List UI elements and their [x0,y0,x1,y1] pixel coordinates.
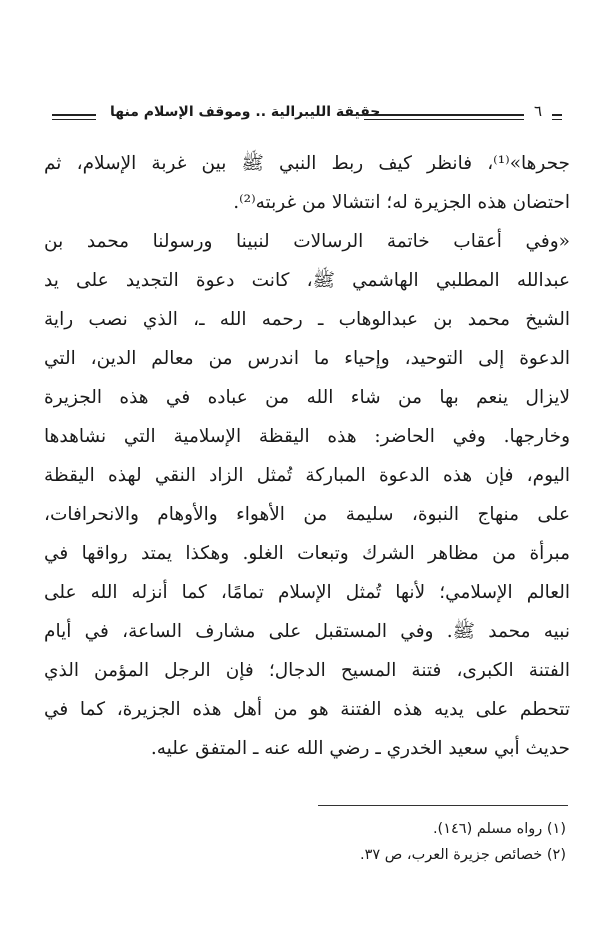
text-line: الدعوة إلى التوحيد، وإحياء ما اندرس من معالم الدين، التي [44,348,570,369]
text-line: وخارجها. وفي الحاضر: هذه اليقظة الإسلامية التي نشاهدها [44,426,570,447]
footnote-2: (٢) خصائص جزيرة العرب، ص ٣٧. [359,847,566,863]
header-rule-right [364,114,524,120]
text-line: الشيخ محمد بن عبدالوهاب ـ رحمه الله ـ، الذي نصب راية [44,309,570,330]
footnotes [46,816,566,868]
text-line: احتضان هذه الجزيرة له؛ انتشالا من غربته⁽²⁾. [233,192,570,213]
text-line: مبرأة من مظاهر الشرك وتبعات الغلو. وهكذا يمتد رواقها في [44,543,570,564]
text-line: عبدالله المطلبي الهاشمي ﷺ، كانت دعوة التجديد على يد [44,270,570,291]
text-line: الفتنة الكبرى، فتنة المسيح الدجال؛ فإن الرجل المؤمن الذي [44,660,570,681]
running-header [52,104,562,128]
text-line: اليوم، فإن هذه الدعوة المباركة تُمثل الزاد النقي لهذه اليقظة [44,465,570,486]
footnote-1: (١) رواه مسلم (١٤٦). [432,821,566,837]
header-rule-left [52,114,96,120]
running-title: حقيقة الليبرالية .. وموقف الإسلام منها [110,104,381,120]
header-rule-tail [552,114,562,120]
text-line: نبيه محمد ﷺ. وفي المستقبل على مشارف الساعة، في أيام [44,621,570,642]
text-line: على منهاج النبوة، سليمة من الأهواء والأوهام والانحرافات، [44,504,570,525]
page-number: ٦ [534,102,543,120]
text-line: «وفي أعقاب خاتمة الرسالات لنبينا ورسولنا محمد بن [44,231,570,252]
text-line: العالم الإسلامي؛ لأنها تُمثل الإسلام تمامًا، كما أنزله الله على [44,582,570,603]
footnote-separator [318,805,568,806]
text-line: جحرها»⁽¹⁾، فانظر كيف ربط النبي ﷺ بين غربة الإسلام، ثم [44,153,570,174]
main-text [44,144,570,768]
text-line: لايزال ينعم بها من شاء الله من عباده في هذه الجزيرة [44,387,570,408]
text-line: حديث أبي سعيد الخدري ـ رضي الله عنه ـ المتفق عليه. [150,738,570,759]
text-line: تتحطم على يديه هذه الفتنة هو من أهل هذه الجزيرة، كما في [44,699,570,720]
